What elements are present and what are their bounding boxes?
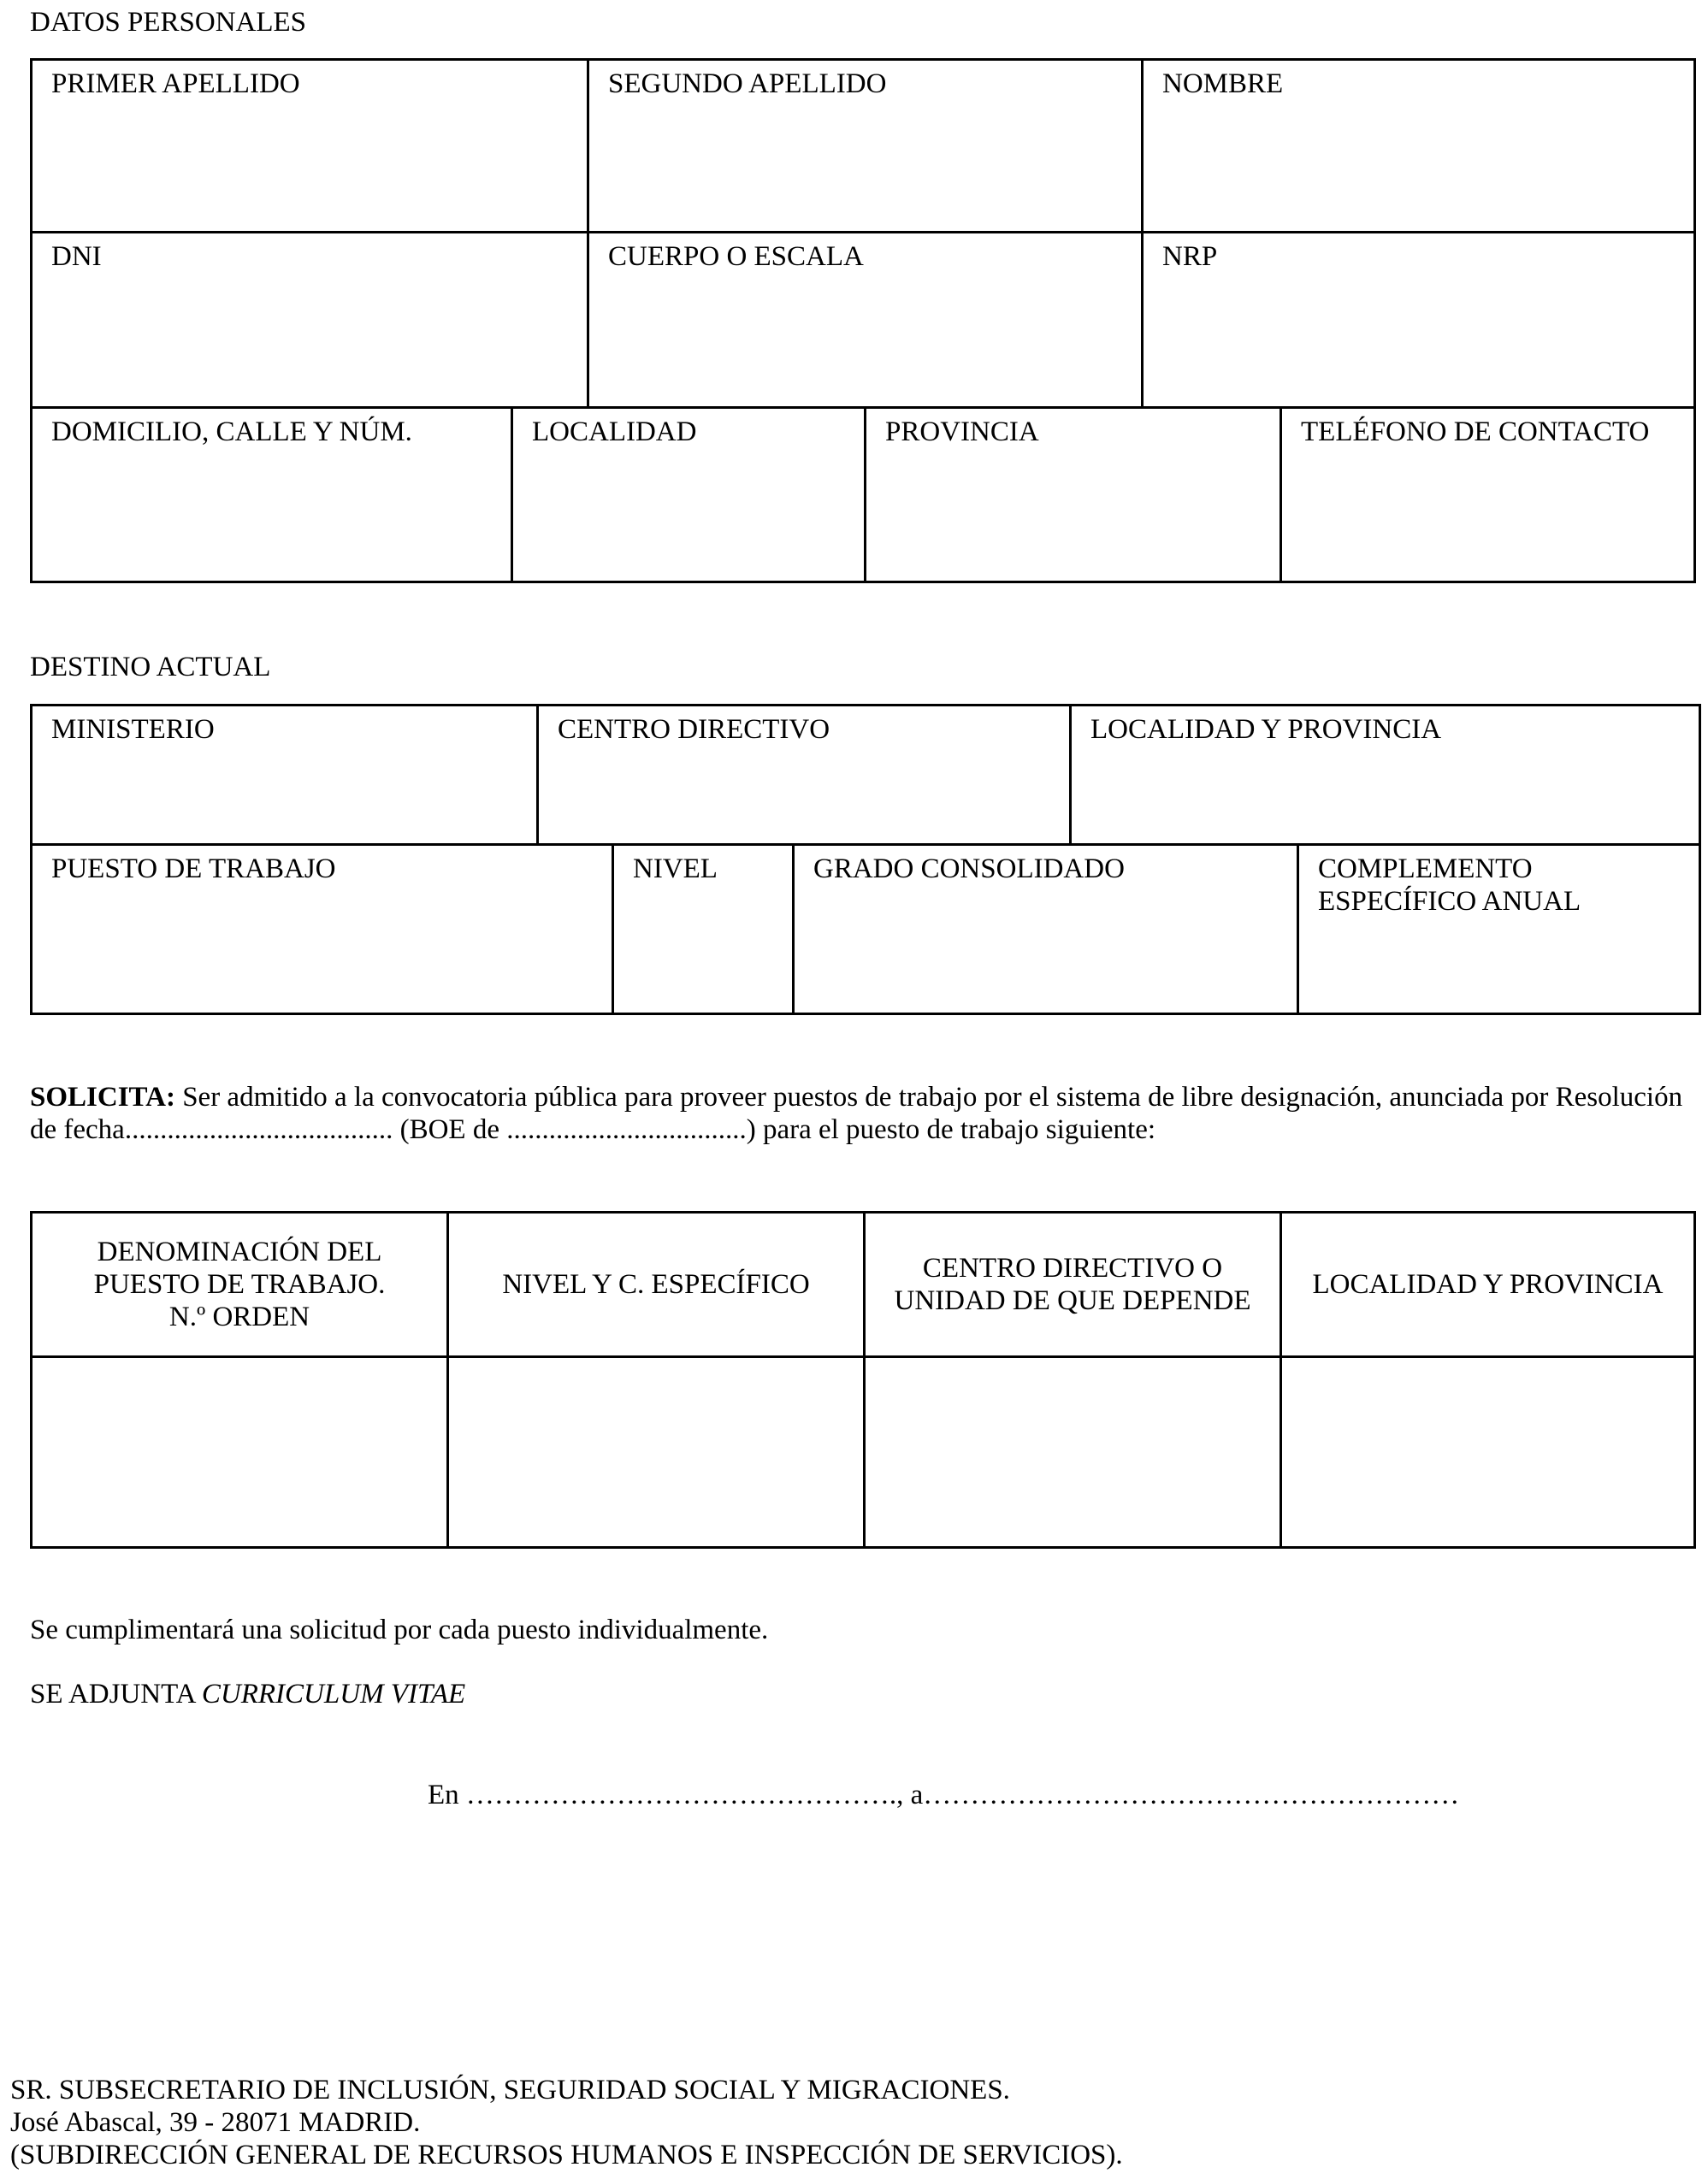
field-label: NOMBRE — [1162, 68, 1284, 99]
note-individual: Se cumplimentará una solicitud por cada puesto individualmente. — [30, 1615, 769, 1645]
header-localidad-provincia — [1282, 1214, 1693, 1355]
input-denominacion[interactable] — [33, 1358, 446, 1546]
field-complemento-especifico[interactable] — [1299, 846, 1699, 1015]
solicita-line1 — [30, 1081, 1682, 1113]
field-label: CUERPO O ESCALA — [608, 241, 864, 272]
note-adjunta — [30, 1678, 465, 1710]
field-label: PUESTO DE TRABAJO — [51, 853, 336, 884]
section-title-destino-actual: DESTINO ACTUAL — [30, 652, 271, 682]
field-label: DNI — [51, 241, 102, 272]
header-denominacion — [33, 1214, 446, 1355]
field-localidad[interactable] — [513, 409, 864, 583]
field-segundo-apellido[interactable] — [589, 61, 1141, 231]
field-label: DOMICILIO, CALLE Y NÚM. — [51, 416, 412, 447]
field-primer-apellido[interactable] — [33, 61, 587, 231]
field-label: LOCALIDAD Y PROVINCIA — [1090, 714, 1442, 745]
header-nivel-especifico — [449, 1214, 863, 1355]
field-centro-directivo[interactable] — [539, 706, 1069, 843]
destino-actual-table — [30, 704, 1701, 1015]
header-line: PUESTO DE TRABAJO. — [93, 1269, 386, 1300]
destinatario-line2: José Abascal, 39 - 28071 MADRID. — [10, 2107, 421, 2138]
field-telefono-contacto[interactable] — [1282, 409, 1693, 583]
header-line: LOCALIDAD Y PROVINCIA — [1312, 1269, 1664, 1300]
field-label: CENTRO DIRECTIVO — [558, 714, 830, 745]
header-line: N.º ORDEN — [168, 1302, 310, 1332]
destinatario-line1: SR. SUBSECRETARIO DE INCLUSIÓN, SEGURIDAD SOCIAL Y MIGRACIONES. — [10, 2075, 1010, 2105]
input-nivel-especifico[interactable] — [449, 1358, 863, 1546]
header-line: NIVEL Y C. ESPECÍFICO — [502, 1269, 810, 1300]
field-label: NIVEL — [633, 853, 718, 884]
field-provincia[interactable] — [866, 409, 1280, 583]
header-line: DENOMINACIÓN DEL — [97, 1237, 382, 1267]
field-localidad-provincia[interactable] — [1072, 706, 1699, 843]
input-centro-directivo[interactable] — [866, 1358, 1280, 1546]
puesto-solicitado-table — [30, 1211, 1696, 1549]
field-dni[interactable] — [33, 233, 587, 406]
field-nombre[interactable] — [1144, 61, 1693, 231]
lugar-fecha[interactable]: En ………………………………………., a………………………………………………… — [428, 1780, 1460, 1810]
field-grado-consolidado[interactable] — [795, 846, 1297, 1015]
header-centro-directivo — [866, 1214, 1280, 1355]
datos-personales-table — [30, 58, 1696, 583]
field-nivel[interactable] — [614, 846, 792, 1015]
adjunta-cv: CURRICULUM VITAE — [201, 1679, 466, 1710]
field-label: PRIMER APELLIDO — [51, 68, 300, 99]
adjunta-prefix: SE ADJUNTA — [30, 1679, 202, 1710]
solicita-label: SOLICITA: — [30, 1082, 175, 1113]
header-line: CENTRO DIRECTIVO O — [922, 1253, 1223, 1284]
field-nrp[interactable] — [1144, 233, 1693, 406]
field-label: TELÉFONO DE CONTACTO — [1301, 416, 1650, 447]
field-label: COMPLEMENTO — [1318, 853, 1533, 884]
solicita-line2: de fecha...................................... (BOE de ..................................) para el puesto de trabajo siguiente: — [30, 1114, 1156, 1145]
destinatario-line3: (SUBDIRECCIÓN GENERAL DE RECURSOS HUMANOS E INSPECCIÓN DE SERVICIOS). — [10, 2140, 1123, 2170]
input-localidad-provincia[interactable] — [1282, 1358, 1693, 1546]
field-label: NRP — [1162, 241, 1218, 272]
field-label-line2: ESPECÍFICO ANUAL — [1318, 886, 1581, 917]
field-ministerio[interactable] — [33, 706, 536, 843]
field-cuerpo-escala[interactable] — [589, 233, 1141, 406]
field-label: GRADO CONSOLIDADO — [813, 853, 1125, 884]
field-label: PROVINCIA — [885, 416, 1039, 447]
header-line: UNIDAD DE QUE DEPENDE — [894, 1285, 1251, 1316]
field-puesto-trabajo[interactable] — [33, 846, 612, 1015]
field-domicilio[interactable] — [33, 409, 511, 583]
field-label: LOCALIDAD — [532, 416, 697, 447]
solicita-text: Ser admitido a la convocatoria pública para proveer puestos de trabajo por el sistema de libre designación, anunciada por Resolución — [174, 1082, 1683, 1113]
field-label: SEGUNDO APELLIDO — [608, 68, 887, 99]
field-label: MINISTERIO — [51, 714, 215, 745]
section-title-datos-personales: DATOS PERSONALES — [30, 7, 307, 38]
